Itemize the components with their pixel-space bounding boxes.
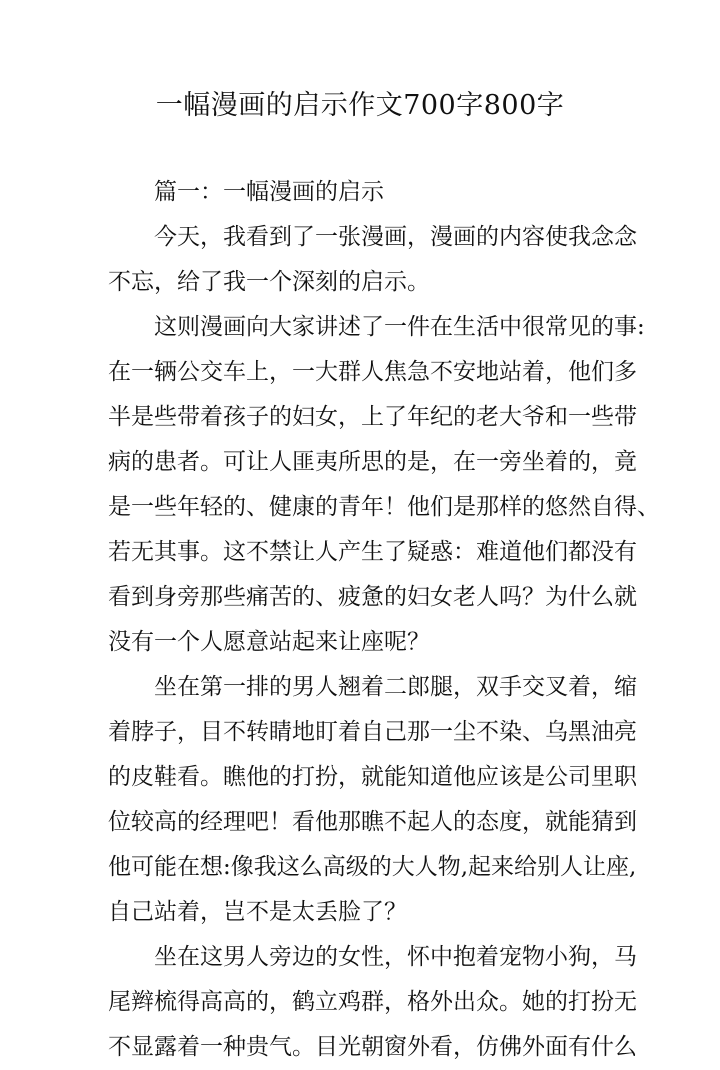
text-line: 病的患者。可让人匪夷所思的是，在一旁坐着的，竟 [108,449,637,475]
text-line: 半是些带着孩子的妇女，上了年纪的老大爷和一些带 [108,404,637,430]
text-line: 在一辆公交车上，一大群人焦急不安地站着，他们多 [108,359,637,385]
text-line: 今天，我看到了一张漫画，漫画的内容使我念念 [154,224,637,250]
text-line: 篇一：一幅漫画的启示 [154,179,384,205]
text-line: 尾辫梳得高高的，鹤立鸡群，格外出众。她的打扮无 [108,989,637,1015]
text-line: 若无其事。这不禁让人产生了疑惑：难道他们都没有 [108,539,637,565]
text-line: 这则漫画向大家讲述了一件在生活中很常见的事: [154,314,645,340]
text-line: 看到身旁那些痛苦的、疲惫的妇女老人吗？为什么就 [108,584,637,610]
text-line: 坐在第一排的男人翘着二郎腿，双手交叉着，缩 [154,674,637,700]
text-line: 着脖子，目不转睛地盯着自己那一尘不染、乌黑油亮 [108,719,637,745]
body-text [108,170,660,1070]
text-line: 自己站着，岂不是太丢脸了？ [108,899,407,925]
page-title: 一幅漫画的启示作文700字800字 [155,90,565,121]
text-line: 位较高的经理吧！看他那瞧不起人的态度，就能猜到 [108,809,637,835]
text-line: 不显露着一种贵气。目光朝窗外看，仿佛外面有什么 [108,1034,637,1060]
text-line: 是一些年轻的、健康的青年！他们是那样的悠然自得、 [108,494,660,520]
text-line: 不忘，给了我一个深刻的启示。 [108,269,430,295]
text-line: 的皮鞋看。瞧他的打扮，就能知道他应该是公司里职 [108,764,637,790]
text-line: 他可能在想:像我这么高级的大人物,起来给别人让座, [108,854,637,880]
text-line: 没有一个人愿意站起来让座呢？ [108,629,430,655]
text-line: 坐在这男人旁边的女性，怀中抱着宠物小狗，马 [154,944,637,970]
